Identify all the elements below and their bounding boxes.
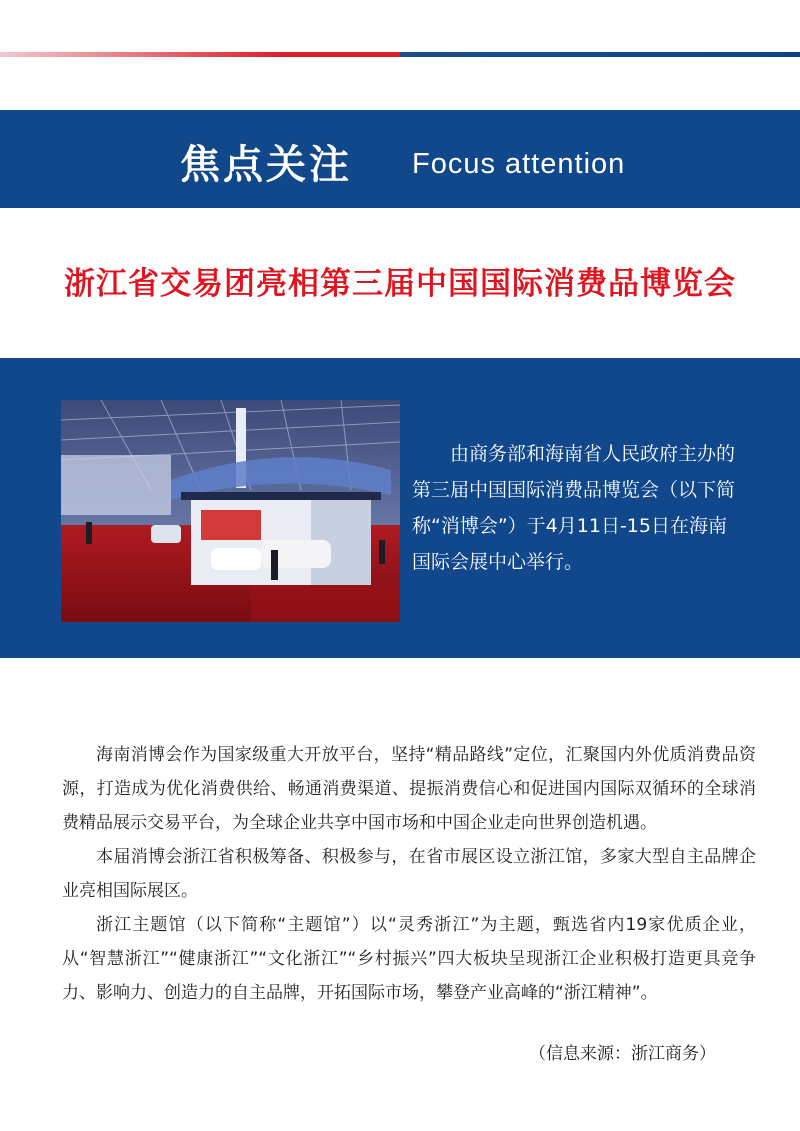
- top-rule-red: [0, 52, 400, 57]
- top-rule-blue: [400, 52, 800, 57]
- section-title-en: Focus attention: [412, 148, 626, 180]
- expo-hall-photo: [61, 400, 400, 622]
- body-paragraph: 本届消博会浙江省积极筹备、积极参与，在省市展区设立浙江馆，多家大型自主品牌企业亮相国际展区。: [62, 847, 756, 901]
- article-body: [62, 738, 756, 1010]
- body-paragraph: 浙江主题馆（以下简称“主题馆”）以“灵秀浙江”为主题，甄选省内19家优质企业，从“智慧浙江”“健康浙江”“文化浙江”“乡村振兴”四大板块呈现浙江企业积极打造更具竞争力、影响力、创造力的自主品牌，开拓国际市场，攀登产业高峰的“浙江精神”。: [62, 915, 756, 1003]
- article-headline: 浙江省交易团亮相第三届中国国际消费品博览会: [64, 266, 736, 302]
- intro-paragraph: 由商务部和海南省人民政府主办的第三届中国国际消费品博览会（以下简称“消博会”）于4月11日-15日在海南国际会展中心举行。: [412, 443, 736, 573]
- section-header-band: [0, 110, 800, 208]
- section-title-cn: 焦点关注: [180, 142, 352, 188]
- body-paragraph: 海南消博会作为国家级重大开放平台，坚持“精品路线”定位，汇聚国内外优质消费品资源，打造成为优化消费供给、畅通消费渠道、提振消费信心和促进国内国际双循环的全球消费精品展示交易平台，为全球企业共享中国市场和中国企业走向世界创造机遇。: [62, 745, 756, 833]
- source-credit: （信息来源：浙江商务）: [529, 1044, 716, 1064]
